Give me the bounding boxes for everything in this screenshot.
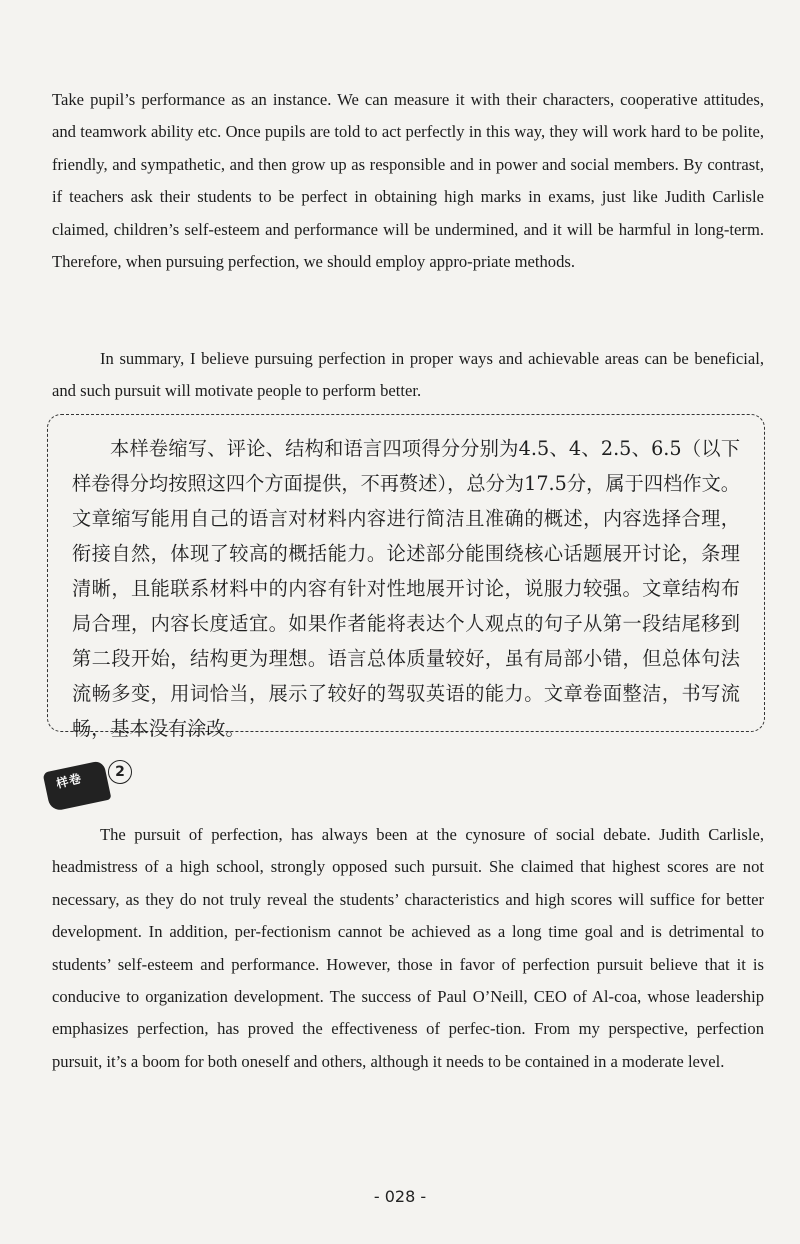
body-paragraph-2: In summary, I believe pursuing perfection in proper ways and achievable areas can be beneficial, and such pursuit will motivate people to perform better. — [52, 349, 764, 401]
sample-badge — [46, 758, 138, 808]
body-paragraph-1: Take pupil’s performance as an instance. We can measure it with their characters, cooperative attitudes, and teamwork ability etc. Once pupils are told to act perfectly in this way, they will work hard to be polite, friendly, and sympathetic, and then grow up as responsible and in power and social members. By contrast, if teachers ask their students to be perfect in obtaining high marks in exams, just like Judith Carlisle claimed, children’s self-esteem and performance will be undermined, and it will be harmful in long-term. Therefore, when pursuing perfection, we should employ appro-priate methods. — [52, 90, 764, 272]
page-number: - 028 - — [373, 1187, 427, 1206]
sample-number-circle: 2 — [108, 760, 132, 784]
commentary-text: 本样卷缩写、评论、结构和语言四项得分分别为4.5、4、2.5、6.5（以下样卷得分均按照这四个方面提供，不再赘述），总分为17.5分，属于四档作文。文章缩写能用自己的语言对材料内容进行简洁且准确的概述，内容选择合理，衔接自然，体现了较高的概括能力。论述部分能围绕核心话题展开讨论，条理清晰，且能联系材料中的内容有针对性地展开讨论，说服力较强。文章结构布局合理，内容长度适宜。如果作者能将表达个人观点的句子从第一段结尾移到第二段开始，结构更为理想。语言总体质量较好，虽有局部小错，但总体句法流畅多变，用词恰当，展示了较好的驾驭英语的能力。文章卷面整洁，书写流畅，基本没有涂改。 — [72, 437, 740, 740]
sample-label: 样卷 — [54, 771, 84, 791]
commentary-box — [47, 414, 765, 740]
essay-paragraph-1: The pursuit of perfection, has always been at the cynosure of social debate. Judith Carlisle, headmistress of a high school, strongly opposed such pursuit. She claimed that highest scores are not necessary, as they do not truly reveal the students’ characteristics and high scores will suffice for better development. In addition, per-fectionism cannot be achieved as a long time goal and is detrimental to students’ self-esteem and performance. However, those in favor of perfection pursuit believe that it is conducive to organization development. The success of Paul O’Neill, CEO of Al-coa, whose leadership emphasizes perfection, has proved the effectiveness of perfec-tion. From my perspective, perfection pursuit, it’s a boom for both oneself and others, although it needs to be contained in a moderate level. — [52, 825, 764, 1071]
